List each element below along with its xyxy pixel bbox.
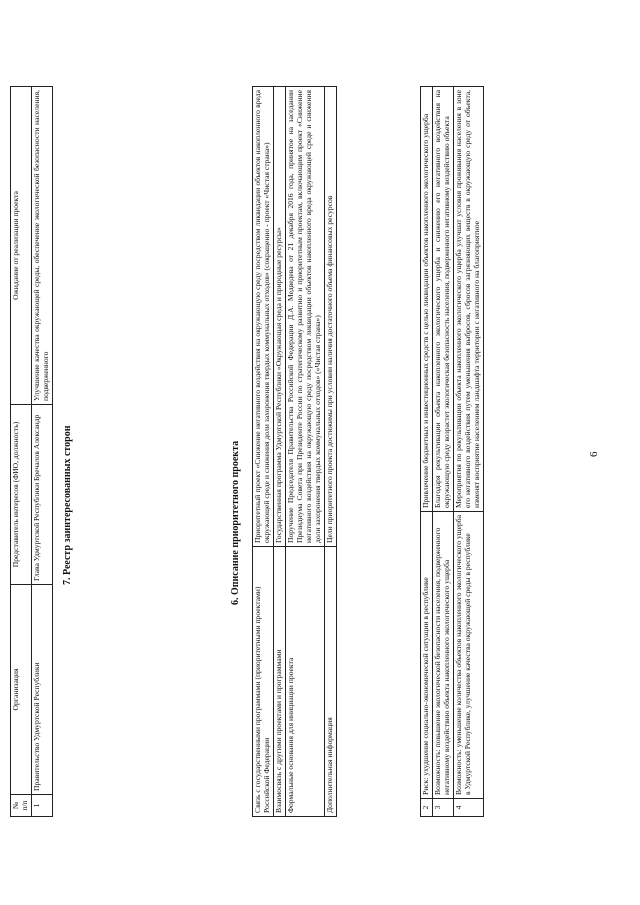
row-number: 1 (31, 795, 52, 817)
row-text: Мероприятия по рекультивации объекта накопленного экологического ущерба улучшат условия проживания населения в зоне его негативного воздействия путем уменьшения выбросов, сбросов загрязняющих веществ в окружающую среду от объекта, изменят восприятие населением ландшафта территории с негативного на благоприятное (453, 87, 483, 512)
row-number: 3 (432, 799, 453, 817)
row-rep: Глава Удмуртской Республики Бречалов Александр (31, 405, 52, 585)
row-label: Возможность: повышение экологической безопасности населения, подверженного негативному воздействию объекта накопленного экологического ущерба (432, 512, 453, 799)
stakeholders-table (10, 86, 53, 817)
header-org: Организация (11, 585, 32, 795)
row-org: Правительство Удмуртской Республики (31, 585, 52, 795)
table-row (31, 87, 52, 817)
table-row (253, 87, 274, 817)
header-num: № п/п (11, 795, 32, 817)
row-label: Формальные основания для инициации проекта (285, 547, 324, 817)
row-text: Благодаря рекультивации объекта накопленного экологического ущерба и снижению его негативного воздействия на окружающую среду возрастет экологическая безопасность населения, подверженного негативному воздействию объекта (432, 87, 453, 512)
row-text: Цели приоритетного проекта достижимы при условии наличия достаточного объема финансовых ресурсов (324, 87, 336, 547)
row-label: Связь с государственными программами (приоритетными проектами) Российской Федерации (253, 547, 274, 817)
table-row (285, 87, 324, 817)
row-text: Приоритетный проект «Снижение негативного воздействия на окружающую среду посредством ликвидации объектов накопленного вреда окружающей среде и снижения доли захоронения твердых коммунальных отходов» (сокращенно - проект «Чистая страна») (253, 87, 274, 547)
table-header-row (11, 87, 32, 817)
section-7-heading: 7. Реестр заинтересованных сторон (62, 425, 73, 585)
row-text: Государственная программа Удмуртской Республики «Окружающая среда и природные ресурсы» (273, 87, 285, 547)
page-number: 6 (588, 451, 600, 457)
risks-table (420, 86, 484, 817)
row-text: Поручение Председателя Правительства Российской Федерации Д.А. Медведева от 21 декабря 2016 года, принятое на заседании Президиума Совета при Президенте России по стратегическому развитию и приоритетным проектам, включающим проект «Снижение негативного воздействия на окружающую среду посредством ликвидации объектов накопленного вреда окружающей среде и снижения доли захоронения твердых коммунальных отходов» («Чистая страна») (285, 87, 324, 547)
project-description-table (252, 86, 337, 817)
table-row (432, 87, 453, 817)
table-row (324, 87, 336, 817)
section-6-heading: 6. Описание приоритетного проекта (230, 440, 241, 605)
table-row (421, 87, 433, 817)
table-row (453, 87, 483, 817)
row-text: Привлечение бюджетных и инвестиционных средств с целью ликвидации объектов накопленного экологического ущерба (421, 87, 433, 512)
header-rep: Представитель интересов (ФИО, должность) (11, 405, 32, 585)
row-exp: Улучшение качества окружающей среды, обеспечение экологической безопасности населения, подверженного (31, 87, 52, 405)
table-row (273, 87, 285, 817)
row-label: Риск: ухудшение социально-экономической ситуации в республике (421, 512, 433, 799)
row-number: 2 (421, 799, 433, 817)
row-label: Дополнительная информация (324, 547, 336, 817)
row-label: Взаимосвязь с другими проектами и программами (273, 547, 285, 817)
row-label: Возможность: уменьшение количества объектов накопленного экологического ущерба в Удмуртской Республике, улучшение качества окружающей среды в республике (453, 512, 483, 799)
header-exp: Ожидание от реализации проекта (11, 87, 32, 405)
row-number: 4 (453, 799, 483, 817)
